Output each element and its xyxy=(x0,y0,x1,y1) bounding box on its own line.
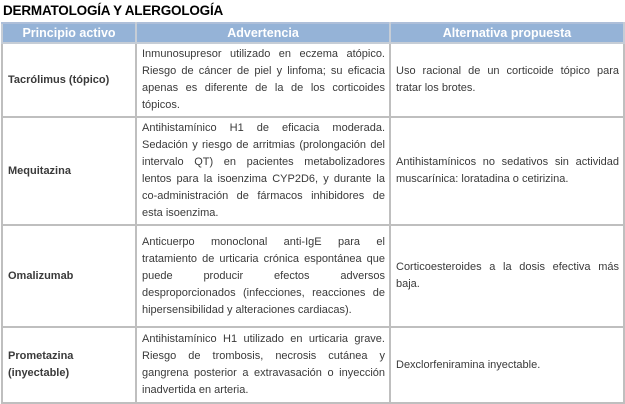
drug-name-cell: Tacrólimus (tópico) xyxy=(2,43,136,117)
column-header-advertencia: Advertencia xyxy=(136,23,390,43)
drug-warning-table xyxy=(1,22,625,404)
drug-name-cell: Omalizumab xyxy=(2,225,136,327)
column-header-principio-activo: Principio activo xyxy=(2,23,136,43)
alternative-cell: Dexclorfeniramina inyectable. xyxy=(390,327,624,403)
alternative-cell: Corticoesteroides a la dosis efectiva más baja. xyxy=(390,225,624,327)
table-row xyxy=(2,225,624,327)
drug-name-cell: Prometazina (inyectable) xyxy=(2,327,136,403)
table-header xyxy=(2,23,624,43)
table-row xyxy=(2,117,624,225)
warning-cell: Anticuerpo monoclonal anti-IgE para el tratamiento de urticaria crónica espontánea que puede producir efectos adversos desproporcionados (infecciones, reacciones de hipersensibilidad y alteraciones cardiacas). xyxy=(136,225,390,327)
alternative-cell: Uso racional de un corticoide tópico para tratar los brotes. xyxy=(390,43,624,117)
alternative-cell: Antihistamínicos no sedativos sin actividad muscarínica: loratadina o cetirizina. xyxy=(390,117,624,225)
drug-name-cell: Mequitazina xyxy=(2,117,136,225)
warning-cell: Inmunosupresor utilizado en eczema atópico. Riesgo de cáncer de piel y linfoma; su eficacia apenas es diferente de la de los corticoides tópicos. xyxy=(136,43,390,117)
warning-cell: Antihistamínico H1 de eficacia moderada. Sedación y riesgo de arritmias (prolongación del intervalo QT) en pacientes metabolizadores lentos para la isoenzima CYP2D6, y durante la co-administración de fármacos inhibidores de esta isoenzima. xyxy=(136,117,390,225)
section-title: DERMATOLOGÍA Y ALERGOLOGÍA xyxy=(3,3,224,18)
column-header-alternativa-propuesta: Alternativa propuesta xyxy=(390,23,624,43)
table-row xyxy=(2,43,624,117)
table-row xyxy=(2,327,624,403)
warning-cell: Antihistamínico H1 utilizado en urticaria grave. Riesgo de trombosis, necrosis cutánea y gangrena posterior a extravasación o inyección inadvertida en arteria. xyxy=(136,327,390,403)
